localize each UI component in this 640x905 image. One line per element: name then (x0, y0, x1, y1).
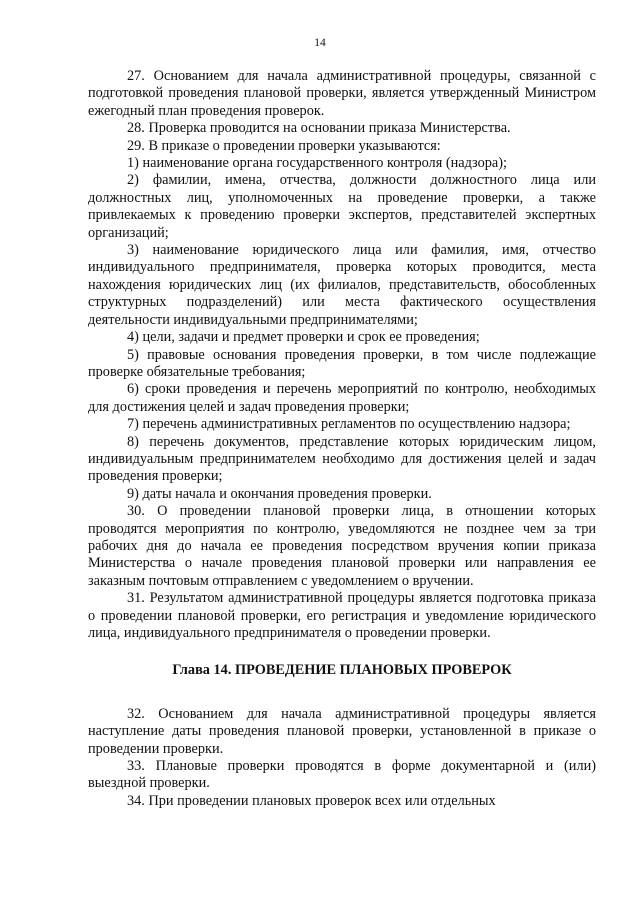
list-item-7: 7) перечень административных регламентов по осуществлению надзора; (127, 416, 571, 433)
paragraph-28: 28. Проверка проводится на основании приказа Министерства. (127, 120, 511, 137)
paragraph-32: 32. Основанием для начала административной процедуры является наступление даты проведения плановой проверки, установленной в приказе о проведении проверки. (88, 705, 596, 757)
list-item-8: 8) перечень документов, представление которых юридическим лицом, индивидуальным предпринимателем необходимо для достижения целей и задач проведения проверки; (88, 433, 596, 485)
list-item-4: 4) цели, задачи и предмет проверки и срок ее проведения; (127, 329, 480, 346)
list-item-6: 6) сроки проведения и перечень мероприятий по контролю, необходимых для достижения целей и задач проведения проверки; (88, 381, 596, 415)
paragraph-27: 27. Основанием для начала административной процедуры, связанной с подготовкой проведения плановой проверки, является утвержденный Министром ежегодный план проведения проверок. (88, 68, 596, 119)
page-number: 14 (314, 37, 326, 49)
paragraph-33: 33. Плановые проверки проводятся в форме документарной и (или) выездной проверки. (88, 758, 596, 792)
document-body (88, 68, 596, 810)
list-item-5: 5) правовые основания проведения проверки, в том числе подлежащие проверке обязательные требования; (88, 346, 596, 380)
chapter-heading: Глава 14. ПРОВЕДЕНИЕ ПЛАНОВЫХ ПРОВЕРОК (172, 662, 512, 679)
list-item-3: 3) наименование юридического лица или фамилия, имя, отчество индивидуального предпринимателя, проверка которых проводится, места нахождения юридических лиц (их филиалов, представительств, обособленных структурных подразделений) или места фактического осуществления деятельности индивидуальными предпринимателями; (88, 242, 596, 328)
paragraph-30: 30. О проведении плановой проверки лица, в отношении которых проводятся мероприятия по контролю, уведомляются не позднее чем за три рабочих дня до начала ее проведения посредством вручения копии приказа Министерства о начале проведения плановой проверки или направления ее заказным почтовым отправлением с уведомлением о вручении. (88, 503, 596, 589)
paragraph-34: 34. При проведении плановых проверок всех или отдельных (127, 792, 496, 809)
paragraph-31: 31. Результатом административной процедуры является подготовка приказа о проведении плановой проверки, его регистрация и уведомление юридического лица, индивидуального предпринимателя о проведении проверки. (88, 590, 596, 641)
list-item-2: 2) фамилии, имена, отчества, должности должностного лица или должностных лиц, уполномоченных на проведение проверки, а также привлекаемых к проведению проверки экспертов, представителей экспертных организаций; (88, 172, 596, 241)
paragraph-29: 29. В приказе о проведении проверки указываются: (127, 137, 441, 154)
list-item-9: 9) даты начала и окончания проведения проверки. (127, 485, 432, 502)
list-item-1: 1) наименование органа государственного контроля (надзора); (127, 155, 507, 172)
